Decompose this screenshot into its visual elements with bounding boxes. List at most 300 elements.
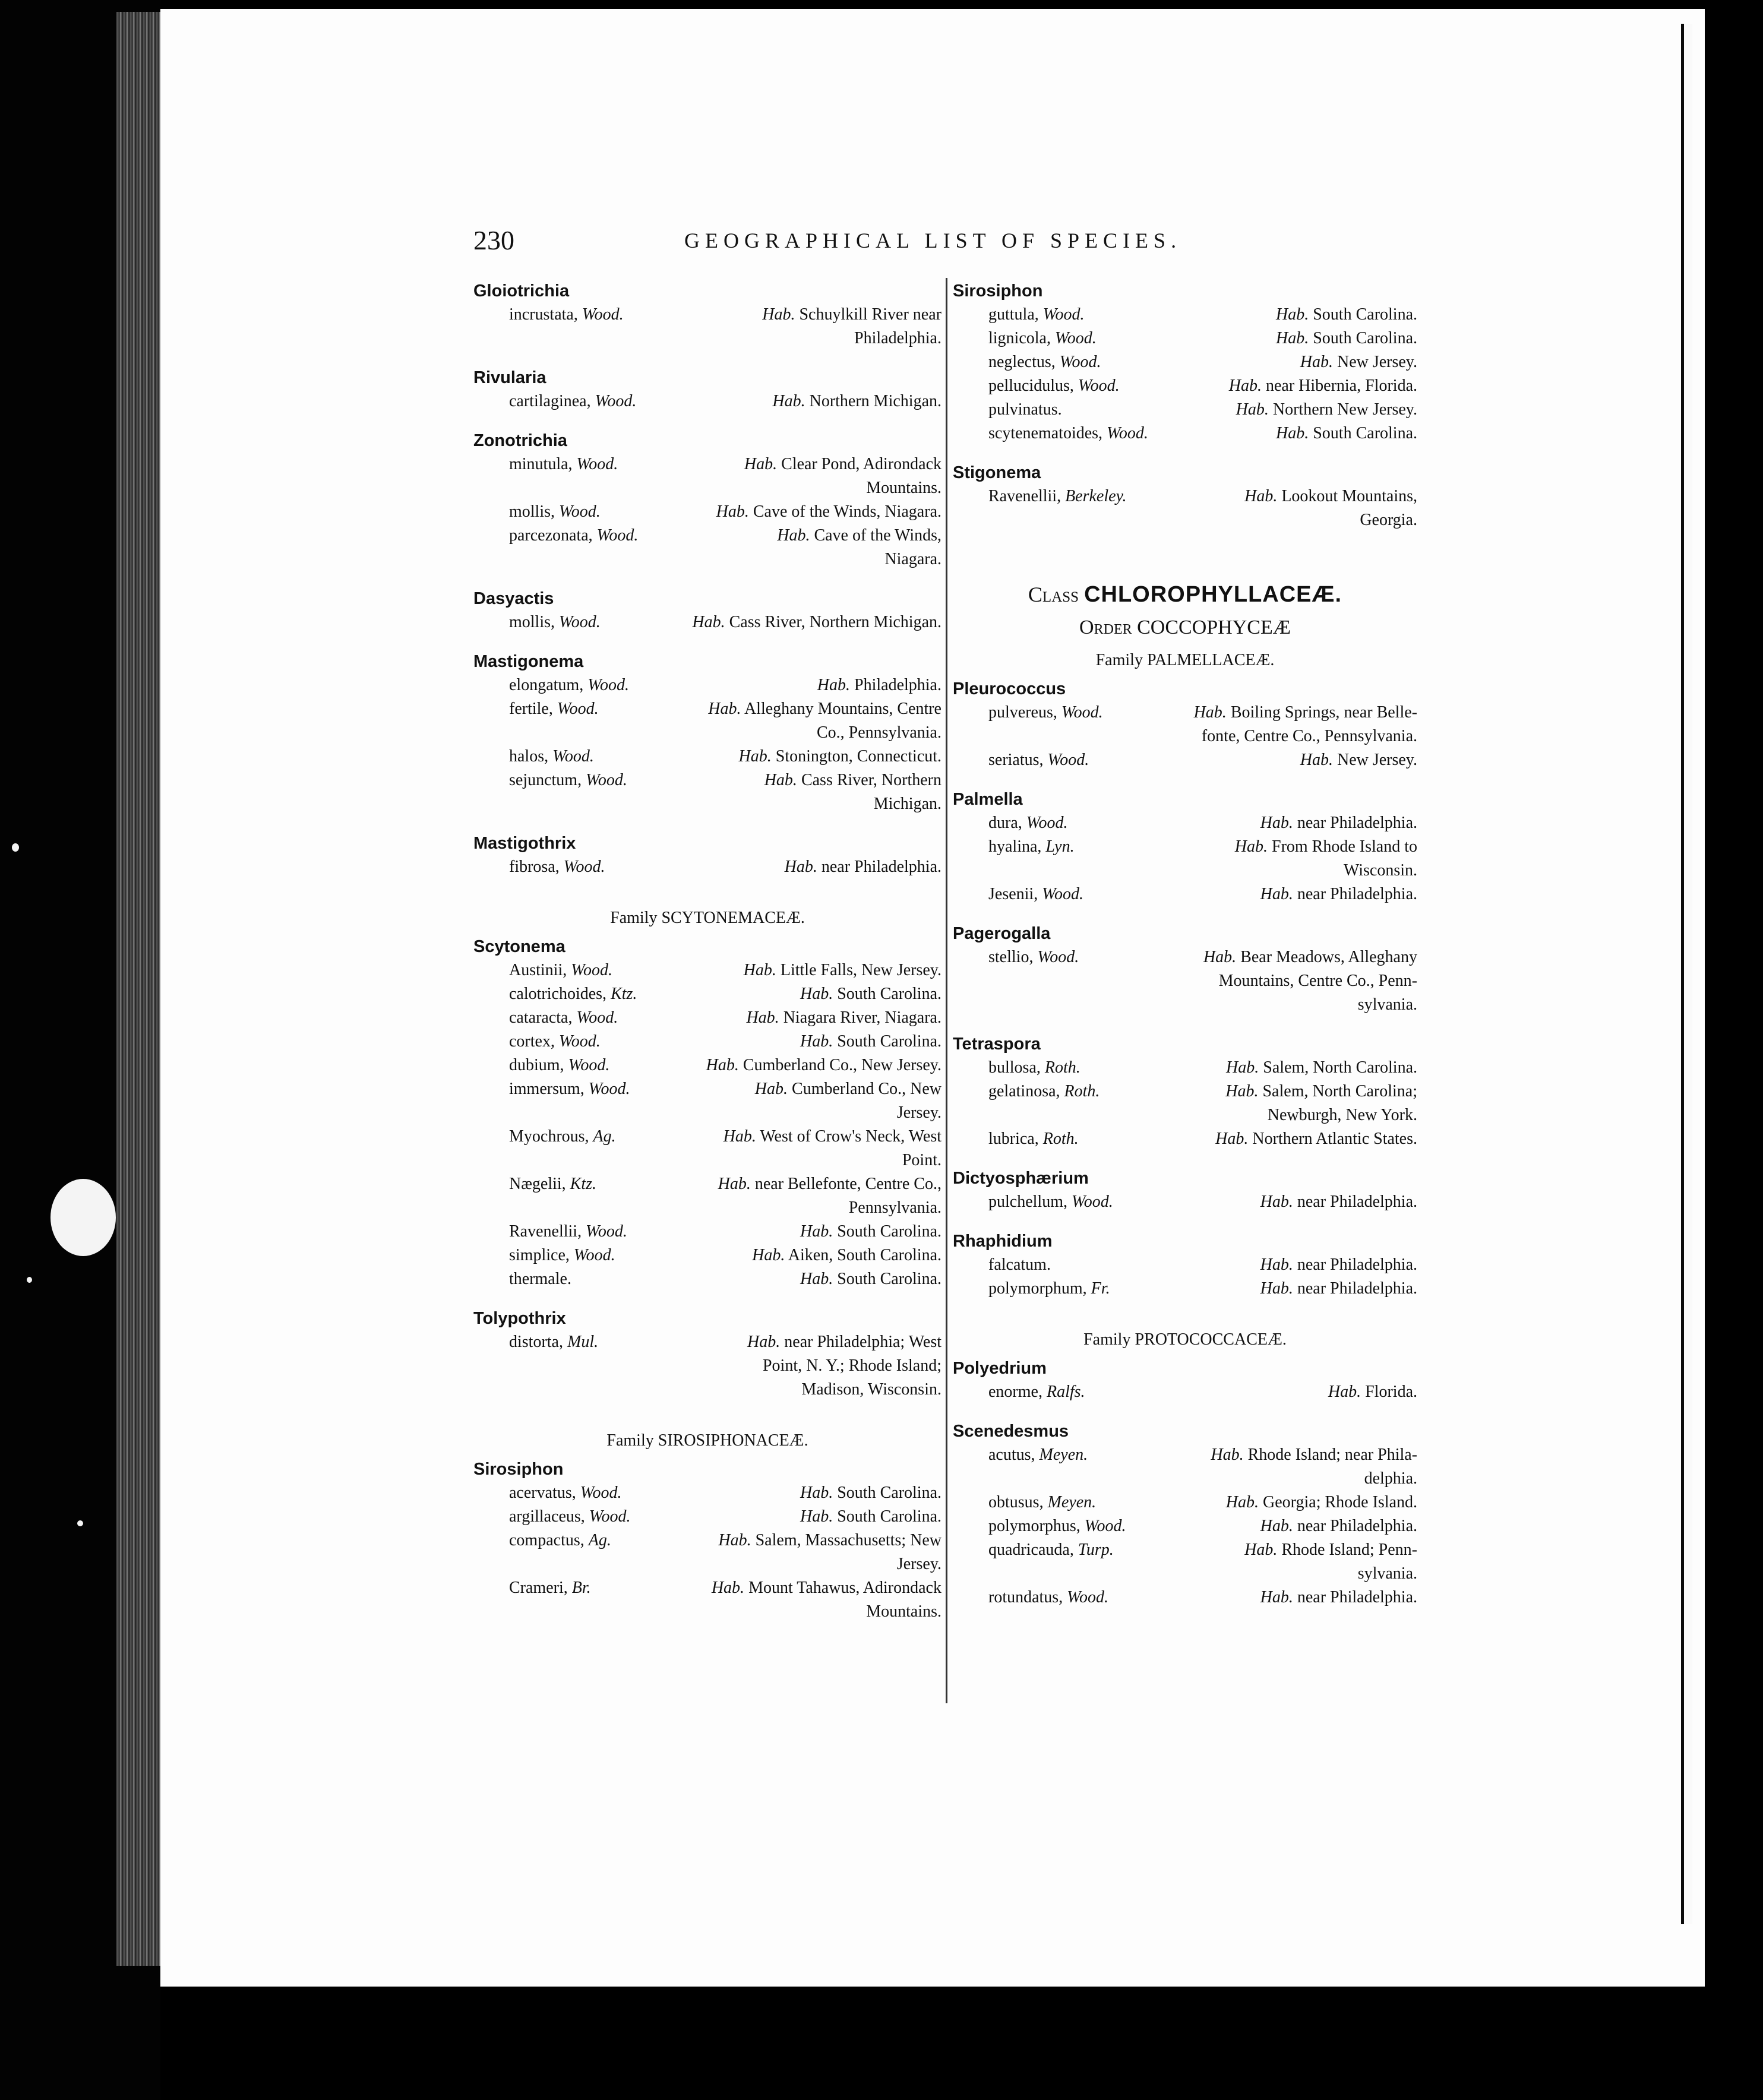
genus-heading: Tetraspora	[953, 1035, 1041, 1054]
species-name	[953, 327, 1097, 350]
hab-abbrev: Hab.	[772, 392, 805, 410]
genus-heading: Zonotrichia	[473, 431, 567, 450]
habitat	[712, 1576, 941, 1600]
hab-abbrev: Hab.	[1260, 1588, 1293, 1606]
species-epithet: stellio,	[988, 948, 1034, 966]
genus-heading: Rivularia	[473, 368, 546, 387]
habitat-locality: Boiling Springs, near Belle-	[1230, 703, 1417, 722]
genus-heading: Polyedrium	[953, 1359, 1047, 1378]
species-entry	[953, 1127, 1417, 1151]
hab-abbrev: Hab.	[1225, 1082, 1259, 1100]
hab-abbrev: Hab.	[1276, 329, 1309, 347]
species-epithet: guttula,	[988, 305, 1039, 324]
species-entry	[473, 611, 941, 634]
habitat	[1211, 1443, 1417, 1467]
species-epithet: Nægelii,	[509, 1175, 566, 1193]
species-entry	[953, 327, 1417, 350]
habitat-locality: South Carolina.	[837, 1507, 941, 1526]
species-name	[953, 1443, 1088, 1467]
species-entry	[953, 1080, 1417, 1103]
species-entry	[473, 1077, 941, 1101]
species-author: Ktz.	[611, 985, 637, 1003]
habitat-continuation: Mountains.	[866, 479, 941, 497]
species-entry	[473, 959, 941, 982]
species-entry	[473, 1244, 941, 1267]
hab-abbrev: Hab.	[752, 1246, 785, 1264]
species-entry	[473, 1529, 941, 1552]
species-entry	[473, 1481, 941, 1505]
habitat-continuation: delphia.	[1364, 1469, 1417, 1488]
species-name	[953, 1277, 1110, 1301]
hab-abbrev: Hab.	[692, 613, 725, 631]
habitat-continuation: sylvania.	[1357, 1564, 1417, 1583]
species-epithet: obtusus,	[988, 1493, 1044, 1511]
habitat-locality: Cave of the Winds, Niagara.	[753, 502, 941, 521]
species-epithet: simplice,	[509, 1246, 570, 1264]
species-author: Wood.	[576, 1008, 618, 1027]
paper-blemish	[77, 1520, 83, 1526]
species-name	[953, 374, 1120, 398]
species-epithet: cartilaginea,	[509, 392, 591, 410]
species-author: Wood.	[1067, 1588, 1108, 1606]
species-author: Fr.	[1091, 1279, 1110, 1298]
habitat-locality: New Jersey.	[1337, 751, 1417, 769]
hab-abbrev: Hab.	[718, 1175, 751, 1193]
species-author: Wood.	[573, 1246, 615, 1264]
habitat-locality: Salem, North Carolina.	[1263, 1058, 1417, 1077]
species-epithet: polymorphus,	[988, 1517, 1080, 1535]
hab-abbrev: Hab.	[762, 305, 795, 324]
habitat-locality: near Philadelphia.	[1297, 885, 1417, 903]
species-name	[953, 1514, 1126, 1538]
habitat	[1328, 1380, 1417, 1404]
habitat	[1260, 1586, 1417, 1609]
species-author: Wood.	[586, 771, 627, 789]
habitat	[800, 1267, 941, 1291]
habitat	[1276, 303, 1417, 327]
species-entry	[953, 422, 1417, 445]
species-epithet: rotundatus,	[988, 1588, 1063, 1606]
genus-heading: Stigonema	[953, 463, 1041, 482]
species-name	[953, 1586, 1108, 1609]
species-author: Wood.	[589, 1507, 631, 1526]
species-entry	[953, 701, 1417, 725]
hab-abbrev: Hab.	[1260, 1255, 1293, 1274]
hab-abbrev: Hab.	[800, 1507, 833, 1526]
habitat-locality: Cave of the Winds,	[814, 526, 941, 545]
species-epithet: halos,	[509, 747, 549, 766]
species-author: Wood.	[586, 1222, 627, 1241]
species-name	[953, 422, 1148, 445]
species-epithet: cortex,	[509, 1032, 555, 1051]
species-name	[473, 1576, 591, 1600]
species-epithet: calotrichoides,	[509, 985, 607, 1003]
species-author: Mul.	[567, 1333, 599, 1351]
hab-abbrev: Hab.	[1300, 353, 1333, 371]
habitat-locality: near Philadelphia.	[1297, 1279, 1417, 1298]
species-author: Berkeley.	[1065, 487, 1127, 505]
species-epithet: acervatus,	[509, 1484, 576, 1502]
genus-heading: Sirosiphon	[953, 282, 1043, 301]
habitat	[1226, 1491, 1417, 1514]
species-author: Meyen.	[1047, 1493, 1097, 1511]
species-entry	[953, 1190, 1417, 1214]
species-author: Wood.	[1061, 703, 1103, 722]
species-entry	[473, 1006, 941, 1030]
hab-abbrev: Hab.	[800, 1222, 833, 1241]
habitat	[1260, 1277, 1417, 1301]
habitat	[1236, 398, 1417, 422]
genus-heading: Dasyactis	[473, 589, 554, 608]
habitat-continuation: Georgia.	[1360, 511, 1417, 529]
habitat-locality: Northern Atlantic States.	[1252, 1130, 1417, 1148]
page-right-edge	[1681, 24, 1692, 1924]
species-name	[473, 1125, 616, 1149]
habitat-locality: Florida.	[1365, 1383, 1417, 1401]
habitat	[1276, 422, 1417, 445]
species-author: Wood.	[1107, 424, 1148, 442]
habitat	[752, 1244, 941, 1267]
hab-abbrev: Hab.	[800, 985, 833, 1003]
hab-abbrev: Hab.	[1260, 1279, 1293, 1298]
habitat-locality: Northern Michigan.	[809, 392, 941, 410]
species-author: Meyen.	[1039, 1446, 1088, 1464]
species-name	[473, 697, 599, 721]
hab-abbrev: Hab.	[723, 1127, 756, 1146]
hab-abbrev: Hab.	[1244, 487, 1278, 505]
species-name	[953, 1080, 1099, 1103]
species-name	[473, 1030, 601, 1054]
species-author: Ralfs.	[1046, 1383, 1085, 1401]
genus-heading: Rhaphidium	[953, 1232, 1053, 1251]
species-author: Wood.	[557, 700, 599, 718]
hab-abbrev: Hab.	[1244, 1541, 1278, 1559]
species-author: Wood.	[588, 1080, 630, 1098]
species-entry	[953, 945, 1417, 969]
species-entry	[473, 673, 941, 697]
habitat	[1235, 835, 1417, 859]
species-entry	[953, 835, 1417, 859]
page-number: 230	[473, 225, 514, 255]
species-entry	[473, 1267, 941, 1291]
habitat-locality: Alleghany Mountains, Centre	[744, 700, 941, 718]
species-entry	[953, 1277, 1417, 1301]
species-entry	[953, 398, 1417, 422]
species-entry	[953, 1056, 1417, 1080]
species-epithet: acutus,	[988, 1446, 1035, 1464]
habitat-locality: Cumberland Co., New	[792, 1080, 941, 1098]
habitat	[1276, 327, 1417, 350]
species-epithet: minutula,	[509, 455, 573, 473]
species-author: Wood.	[1084, 1517, 1126, 1535]
species-name	[953, 748, 1089, 772]
hab-abbrev: Hab.	[1260, 1193, 1293, 1211]
habitat-continuation: Wisconsin.	[1343, 861, 1417, 880]
habitat-locality: Aiken, South Carolina.	[788, 1246, 941, 1264]
habitat	[1260, 1190, 1417, 1214]
species-entry	[953, 1586, 1417, 1609]
species-author: Wood.	[1042, 305, 1085, 324]
species-entry	[473, 303, 941, 327]
family-heading: Family SCYTONEMACEÆ.	[610, 909, 805, 927]
habitat	[1225, 1080, 1417, 1103]
habitat-locality: South Carolina.	[837, 1032, 941, 1051]
species-author: Wood.	[596, 526, 639, 545]
species-epithet: sejunctum,	[509, 771, 582, 789]
species-epithet: pellucidulus,	[988, 377, 1074, 395]
species-epithet: Austinii,	[509, 961, 567, 979]
species-author: Wood.	[559, 613, 601, 631]
species-name	[953, 883, 1083, 906]
species-entry	[473, 1576, 941, 1600]
species-entry	[473, 500, 941, 524]
habitat	[817, 673, 941, 697]
species-name	[473, 1054, 609, 1077]
species-epithet: Jesenii,	[988, 885, 1038, 903]
species-name	[473, 959, 612, 982]
species-entry	[953, 1443, 1417, 1467]
habitat-locality: South Carolina.	[837, 1222, 941, 1241]
species-epithet: Ravenellii,	[988, 487, 1061, 505]
hab-abbrev: Hab.	[1234, 837, 1268, 856]
species-name	[473, 500, 601, 524]
species-entry	[473, 745, 941, 768]
species-epithet: fibrosa,	[509, 858, 560, 876]
habitat-locality: near Philadelphia.	[1297, 1588, 1417, 1606]
species-name	[953, 1253, 1051, 1277]
hab-abbrev: Hab.	[1260, 1517, 1293, 1535]
species-name	[473, 982, 637, 1006]
species-epithet: dura,	[988, 814, 1022, 832]
species-author: Wood.	[1059, 353, 1101, 371]
habitat-locality: near Bellefonte, Centre Co.,	[754, 1175, 941, 1193]
paper-blemish	[50, 1179, 116, 1256]
hab-abbrev: Hab.	[764, 771, 797, 789]
habitat-locality: South Carolina.	[1313, 424, 1417, 442]
habitat-locality: Niagara River, Niagara.	[783, 1008, 941, 1027]
habitat	[1203, 945, 1417, 969]
species-name	[473, 453, 618, 476]
habitat-continuation: Niagara.	[884, 550, 941, 568]
hab-abbrev: Hab.	[708, 700, 741, 718]
genus-heading: Pleurococcus	[953, 679, 1066, 698]
habitat-locality: near Philadelphia; West	[784, 1333, 941, 1351]
page-header	[473, 224, 1216, 260]
species-name	[953, 835, 1075, 859]
habitat-locality: Mount Tahawus, Adirondack	[748, 1579, 941, 1597]
species-author: Wood.	[563, 858, 605, 876]
species-epithet: mollis,	[509, 613, 555, 631]
species-entry	[473, 390, 941, 413]
habitat	[692, 611, 941, 634]
species-entry	[953, 1491, 1417, 1514]
habitat-locality: Salem, North Carolina;	[1262, 1082, 1417, 1100]
species-author: Roth.	[1042, 1130, 1079, 1148]
habitat-locality: New Jersey.	[1337, 353, 1417, 371]
species-name	[953, 945, 1079, 969]
species-author: Roth.	[1044, 1058, 1080, 1077]
species-epithet: pulchellum,	[988, 1193, 1067, 1211]
habitat	[800, 982, 941, 1006]
species-author: Wood.	[1071, 1193, 1113, 1211]
habitat-continuation: Pennsylvania.	[848, 1198, 941, 1217]
habitat	[762, 303, 941, 327]
hab-abbrev: Hab.	[1228, 377, 1262, 395]
hab-abbrev: Hab.	[711, 1579, 745, 1597]
species-entry	[953, 303, 1417, 327]
species-entry	[473, 1220, 941, 1244]
species-epithet: dubium,	[509, 1056, 564, 1074]
species-author: Wood.	[559, 502, 601, 521]
hab-abbrev: Hab.	[754, 1080, 788, 1098]
species-epithet: cataracta,	[509, 1008, 573, 1027]
species-entry	[953, 1380, 1417, 1404]
habitat-locality: South Carolina.	[837, 1484, 941, 1502]
habitat-locality: Schuylkill River near	[799, 305, 941, 324]
species-epithet: enorme,	[988, 1383, 1042, 1401]
habitat-locality: Northern New Jersey.	[1272, 400, 1417, 419]
habitat-locality: Philadelphia.	[854, 676, 941, 694]
species-name	[473, 673, 629, 697]
species-name	[473, 745, 594, 768]
habitat-continuation: Co., Pennsylvania.	[817, 723, 941, 742]
habitat	[716, 500, 941, 524]
species-author: Wood.	[1047, 751, 1089, 769]
habitat	[800, 1220, 941, 1244]
genus-heading: Palmella	[953, 790, 1023, 809]
habitat-locality: West of Crow's Neck, West	[760, 1127, 941, 1146]
species-name	[953, 1538, 1114, 1562]
habitat-continuation: Point, N. Y.; Rhode Island;	[762, 1356, 941, 1375]
species-author: Wood.	[571, 961, 612, 979]
species-epithet: falcatum.	[988, 1255, 1051, 1274]
habitat	[764, 768, 941, 792]
species-entry	[953, 883, 1417, 906]
species-entry	[473, 1125, 941, 1149]
hab-abbrev: Hab.	[1215, 1130, 1249, 1148]
hab-abbrev: Hab.	[1193, 703, 1227, 722]
species-epithet: Ravenellii,	[509, 1222, 582, 1241]
species-epithet: Myochrous,	[509, 1127, 589, 1146]
species-name	[473, 1267, 571, 1291]
species-name	[953, 701, 1103, 725]
genus-heading: Scenedesmus	[953, 1422, 1069, 1441]
habitat-locality: South Carolina.	[1313, 305, 1417, 324]
habitat-locality: Little Falls, New Jersey.	[780, 961, 941, 979]
habitat-continuation: sylvania.	[1357, 995, 1417, 1014]
habitat	[1260, 1253, 1417, 1277]
hab-abbrev: Hab.	[1276, 424, 1309, 442]
hab-abbrev: Hab.	[1203, 948, 1237, 966]
species-author: Wood.	[1042, 885, 1083, 903]
species-name	[953, 1190, 1113, 1214]
species-entry	[953, 350, 1417, 374]
species-epithet: gelatinosa,	[988, 1082, 1060, 1100]
hab-abbrev: Hab.	[738, 747, 772, 766]
species-name	[473, 611, 601, 634]
habitat	[755, 1077, 941, 1101]
species-author: Br.	[571, 1579, 591, 1597]
species-name	[953, 1380, 1085, 1404]
habitat	[1300, 748, 1417, 772]
species-epithet: seriatus,	[988, 751, 1044, 769]
species-author: Ag.	[588, 1531, 611, 1549]
species-epithet: incrustata,	[509, 305, 578, 324]
hab-abbrev: Hab.	[817, 676, 851, 694]
species-author: Ag.	[593, 1127, 616, 1146]
habitat	[1260, 811, 1417, 835]
habitat	[723, 1125, 941, 1149]
habitat-locality: From Rhode Island to	[1272, 837, 1417, 856]
species-entry	[953, 1253, 1417, 1277]
habitat-locality: Cass River, Northern Michigan.	[729, 613, 941, 631]
species-name	[473, 1172, 596, 1196]
species-entry	[473, 524, 941, 548]
species-name	[953, 811, 1068, 835]
habitat	[739, 745, 941, 768]
hab-abbrev: Hab.	[744, 455, 778, 473]
habitat-continuation: Jersey.	[896, 1103, 941, 1122]
habitat-locality: South Carolina.	[1313, 329, 1417, 347]
species-author: Wood.	[1026, 814, 1068, 832]
left-column	[473, 279, 941, 1624]
species-name	[473, 1244, 615, 1267]
species-epithet: argillaceus,	[509, 1507, 585, 1526]
family-heading: Family PROTOCOCCACEÆ.	[1083, 1330, 1287, 1349]
species-name	[473, 390, 636, 413]
habitat	[777, 524, 941, 548]
species-name	[473, 1220, 627, 1244]
species-epithet: compactus,	[509, 1531, 584, 1549]
hab-abbrev: Hab.	[1328, 1383, 1361, 1401]
habitat-locality: Lookout Mountains,	[1281, 487, 1417, 505]
species-author: Wood.	[595, 392, 637, 410]
habitat-continuation: Michigan.	[873, 795, 941, 813]
paper-blemish	[27, 1277, 32, 1283]
habitat	[708, 697, 941, 721]
hab-abbrev: Hab.	[746, 1008, 779, 1027]
species-name	[473, 524, 638, 548]
habitat-continuation: Mountains.	[866, 1602, 941, 1621]
species-entry	[473, 768, 941, 792]
hab-abbrev: Hab.	[800, 1270, 833, 1288]
hab-abbrev: Hab.	[747, 1333, 781, 1351]
species-entry	[473, 1505, 941, 1529]
habitat	[747, 1330, 941, 1354]
habitat-locality: Cumberland Co., New Jersey.	[743, 1056, 941, 1074]
habitat-locality: Georgia; Rhode Island.	[1263, 1493, 1417, 1511]
habitat-locality: South Carolina.	[837, 985, 941, 1003]
species-name	[473, 303, 624, 327]
species-author: Wood.	[582, 305, 624, 324]
species-epithet: parcezonata,	[509, 526, 593, 545]
habitat-locality: near Hibernia, Florida.	[1265, 377, 1417, 395]
species-author: Lyn.	[1045, 837, 1075, 856]
species-epithet: pulvinatus.	[988, 400, 1062, 419]
habitat-locality: near Philadelphia.	[1297, 1255, 1417, 1274]
habitat	[800, 1030, 941, 1054]
habitat	[1215, 1127, 1417, 1151]
species-author: Wood.	[1054, 329, 1097, 347]
species-author: Wood.	[576, 455, 618, 473]
right-column	[953, 279, 1417, 1609]
running-title: GEOGRAPHICAL LIST OF SPECIES.	[684, 229, 1182, 252]
species-epithet: hyalina,	[988, 837, 1042, 856]
species-name	[953, 1056, 1080, 1080]
hab-abbrev: Hab.	[1211, 1446, 1244, 1464]
hab-abbrev: Hab.	[777, 526, 810, 545]
family-heading: Family PALMELLACEÆ.	[1095, 651, 1275, 669]
